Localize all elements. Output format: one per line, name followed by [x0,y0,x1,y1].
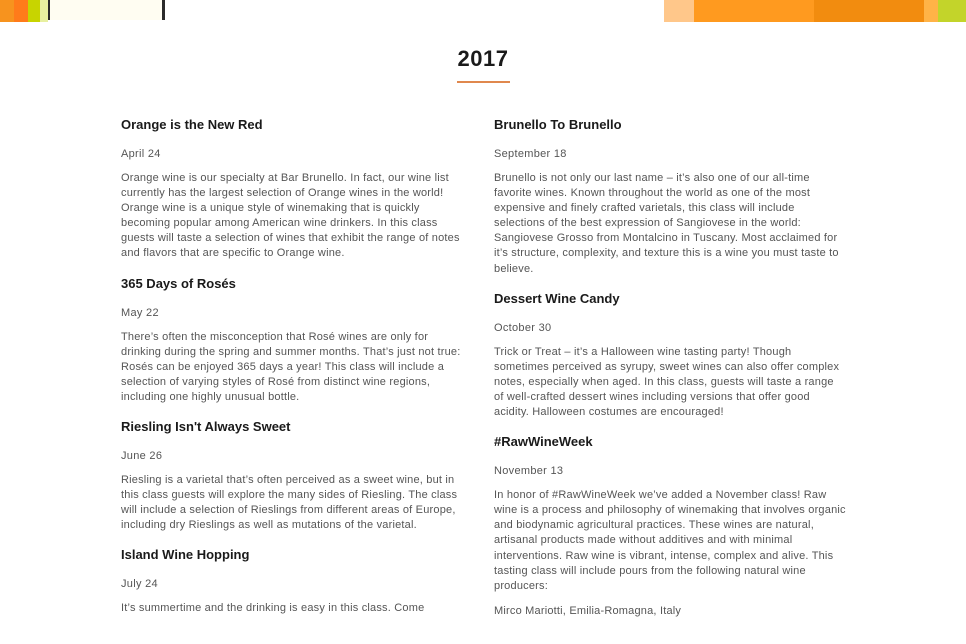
event-island-wine-hopping [121,547,471,616]
event-title: 365 Days of Rosés [121,275,236,291]
event-description: Riesling is a varietal that’s often perceived as a sweet wine, but in this class guests will explore the many sides of Riesling. The class will include a selection of Rieslings from different areas of Europe, including dry Rieslings as well as mutations of the varietal. [121,474,458,532]
event-brunello-to-brunello [494,117,846,277]
header-decoration [0,0,966,22]
events-column-left [121,117,471,617]
event-description: There’s often the misconception that Rosé wines are only for drinking during the spring and summer months. That’s just not true: Rosés can be enjoyed 365 days a year! This class will include a selection of varying styles of Rosé from distinct wine regions, including one highly unusual bottle. [121,330,461,403]
event-description: In honor of #RawWineWeek we’ve added a November class! Raw wine is a process and philosophy of winemaking that involves organic and biodynamic agricultural practices. These wines are natural, artisanal products made without additives and with minimal interventions. Raw wine is vibrant, intense, complex and alive. This tasting class will include pours from the following natural wine producers: [494,489,846,592]
event-date: October 30 [494,321,552,334]
event-title: Brunello To Brunello [494,117,622,132]
event-raw-wine-week [494,434,846,619]
event-title: #RawWineWeek [494,434,593,450]
event-description: Orange wine is our specialty at Bar Brunello. In fact, our wine list currently has the largest selection of Orange wines in the world! Orange wine is a unique style of winemaking that is quickly becoming popular among American wine drinkers. In this class guests will taste a selection of wines that exhibit the range of notes and flavors that are specific to Orange wine. [121,172,460,260]
event-365-days-of-roses [121,276,471,405]
event-title: Riesling Isn't Always Sweet [121,419,291,435]
event-date: May 22 [121,306,159,319]
header-image-left [0,0,170,22]
header-image-right [664,0,966,22]
event-title: Dessert Wine Candy [494,290,620,306]
producer-line: Mirco Mariotti, Emilia-Romagna, Italy [494,604,682,617]
event-date: June 26 [121,450,163,463]
event-description: It’s summertime and the drinking is easy in this class. Come [121,602,425,615]
event-description: Brunello is not only our last name – it’s also one of our all-time favorite wines. Known throughout the world as one of the most expensive and finely crafted varietals, this class will include selections of the best expression of Sangiovese in the world: Sangiovese Grosso from Montalcino in Tuscany. Most acclaimed for it’s structure, complexity, and texture this is a wine you must taste to believe. [494,172,839,275]
event-orange-is-the-new-red [121,117,471,262]
event-title: Island Wine Hopping [121,547,250,563]
event-date: September 18 [494,148,567,160]
events-column-right [494,117,846,619]
event-riesling-isnt-always-sweet [121,419,471,533]
year-heading: 2017 [457,46,509,71]
event-date: November 13 [494,465,564,478]
event-dessert-wine-candy [494,291,846,420]
event-date: April 24 [121,148,161,160]
event-title: Orange is the New Red [121,117,263,132]
event-date: July 24 [121,578,158,591]
heading-divider [457,81,510,83]
event-description: Trick or Treat – it’s a Halloween wine tasting party! Though sometimes perceived as syrupy, sweet wines can also offer complex notes, especially when aged. In this class, guests will taste a range of well-crafted dessert wines including versions that offer good acidity. Halloween costumes are encouraged! [494,345,840,419]
